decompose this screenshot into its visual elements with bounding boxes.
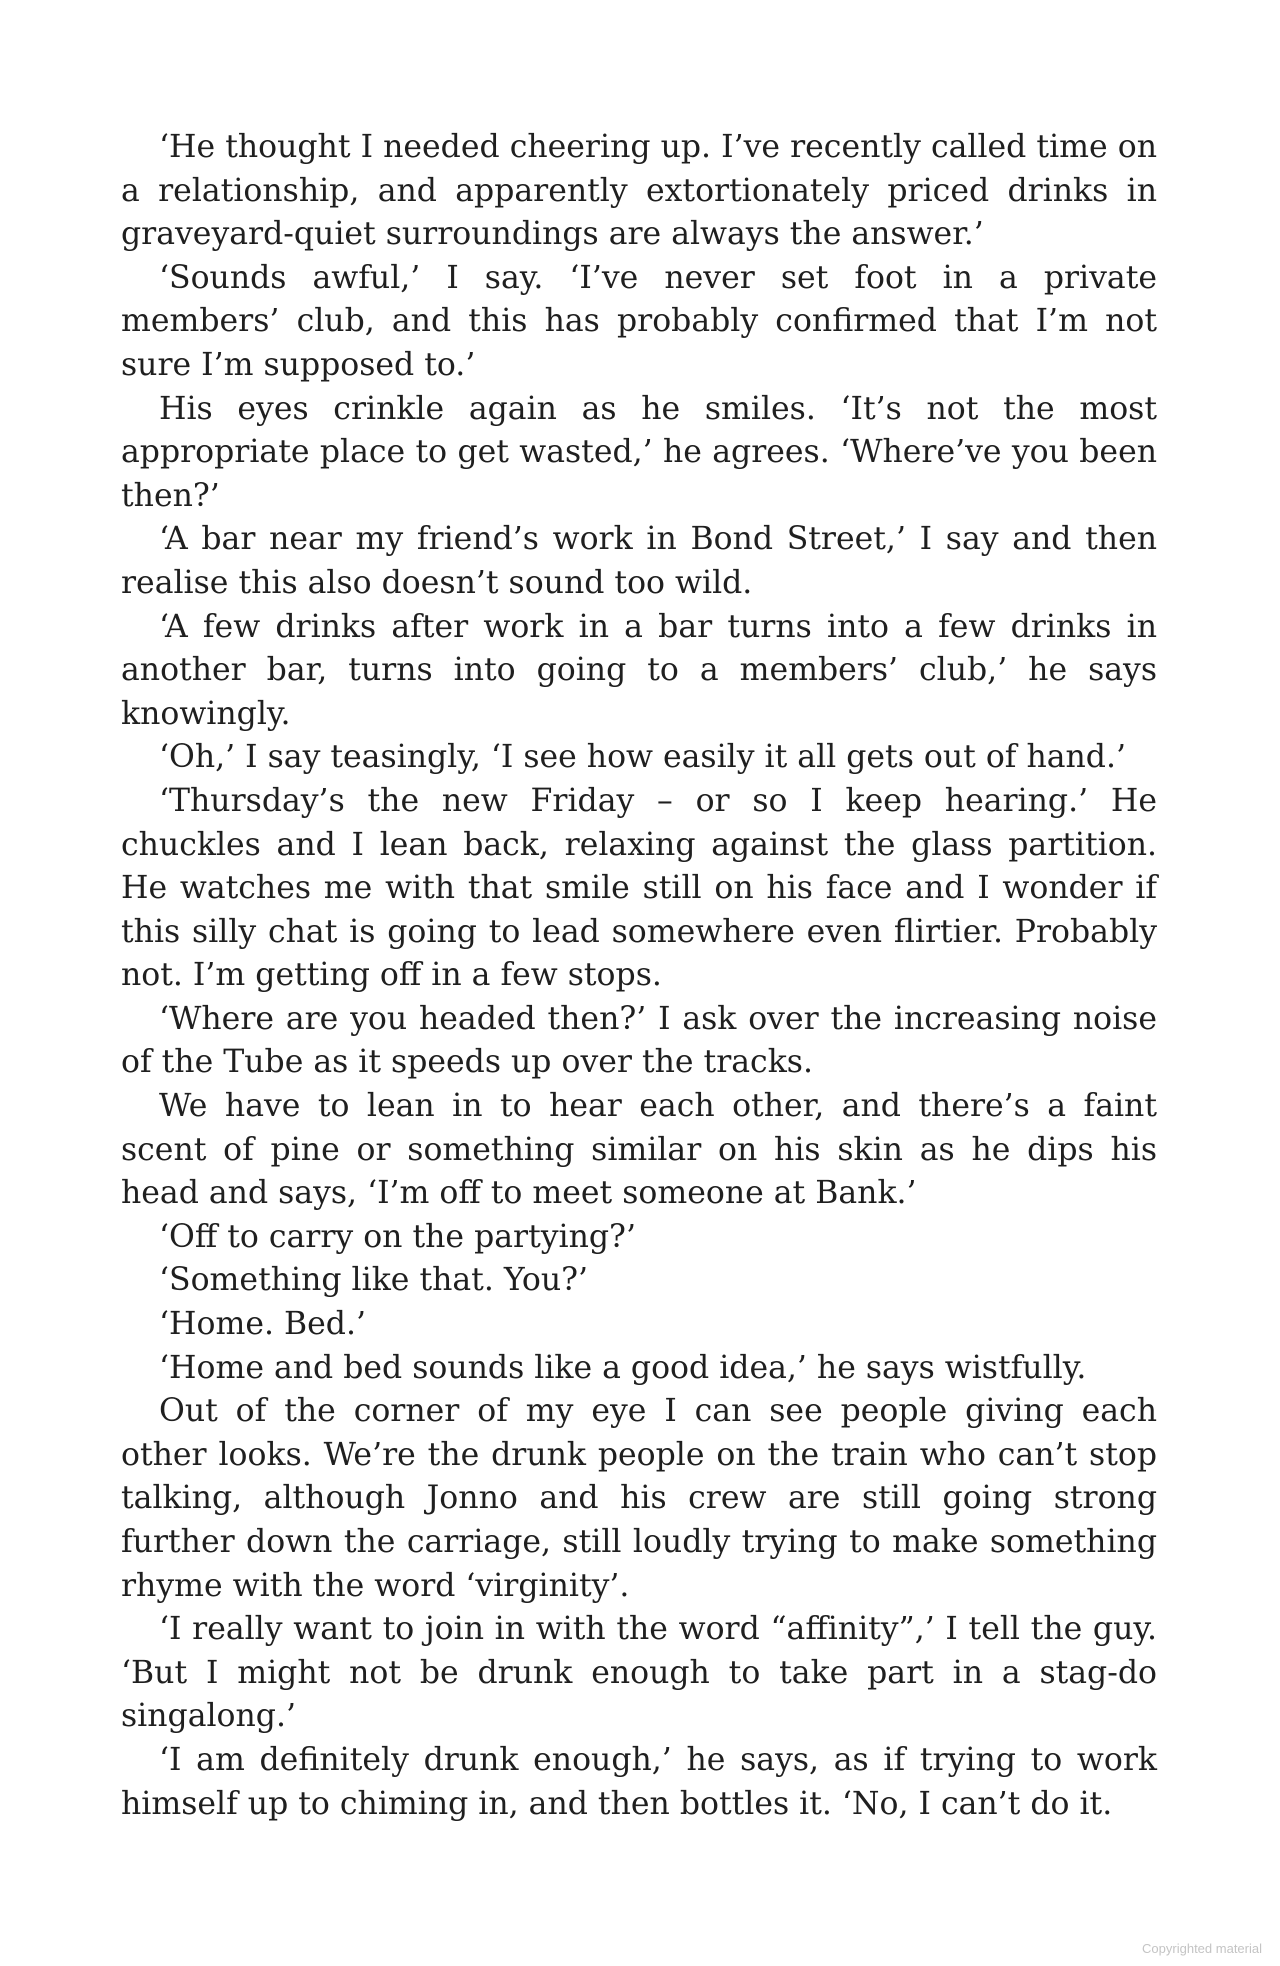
paragraph: ‘A bar near my friend’s work in Bond Street,’ I say and then realise this also doesn’t sound too wild. — [121, 521, 1157, 601]
paragraph: ‘Where are you headed then?’ I ask over the increasing noise of the Tube as it speeds up over the tracks. — [121, 1000, 1157, 1081]
paragraph: ‘Thursday’s the new Friday – or so I keep hearing.’ He chuckles and I lean back, relaxing against the glass partition. He watches me with that smile still on his face and I wonder if this silly chat is going to lead somewhere even flirtier. Probably not. I’m getting off in a few stops. — [121, 782, 1157, 994]
paragraph: ‘Home. Bed.’ — [159, 1306, 366, 1343]
page-body-text — [121, 126, 1157, 1826]
copyright-watermark: Copyrighted material — [1142, 1941, 1262, 1956]
paragraph: His eyes crinkle again as he smiles. ‘It’s not the most appropriate place to get wasted,’ he agrees. ‘Where’ve you been then?’ — [121, 390, 1157, 514]
paragraph: We have to lean in to hear each other, and there’s a faint scent of pine or something similar on his skin as he dips his head and says, ‘I’m off to meet someone at Bank.’ — [121, 1088, 1157, 1212]
paragraph: ‘Off to carry on the partying?’ — [159, 1218, 636, 1255]
paragraph: ‘Home and bed sounds like a good idea,’ he says wistfully. — [159, 1349, 1087, 1386]
paragraph: ‘I really want to join in with the word “affinity”,’ I tell the guy. ‘But I might not be drunk enough to take part in a stag-do singalong.’ — [121, 1611, 1157, 1735]
paragraph: ‘Something like that. You?’ — [159, 1262, 589, 1299]
paragraph: ‘Sounds awful,’ I say. ‘I’ve never set foot in a private members’ club, and this has probably confirmed that I’m not sure I’m supposed to.’ — [121, 259, 1157, 383]
paragraph: Out of the corner of my eye I can see people giving each other looks. We’re the drunk people on the train who can’t stop talking, although Jonno and his crew are still going strong further down the carriage, still loudly trying to make something rhyme with the word ‘virginity’. — [121, 1393, 1157, 1604]
paragraph: ‘I am definitely drunk enough,’ he says, as if trying to work himself up to chiming in, and then bottles it. ‘No, I can’t do it. — [121, 1741, 1157, 1822]
paragraph: ‘He thought I needed cheering up. I’ve recently called time on a relationship, and apparently extortionately priced drinks in graveyard-quiet surroundings are always the answer.’ — [121, 129, 1157, 253]
paragraph: ‘A few drinks after work in a bar turns into a few drinks in another bar, turns into going to a members’ club,’ he says knowingly. — [121, 608, 1157, 732]
paragraph: ‘Oh,’ I say teasingly, ‘I see how easily it all gets out of hand.’ — [159, 739, 1126, 776]
